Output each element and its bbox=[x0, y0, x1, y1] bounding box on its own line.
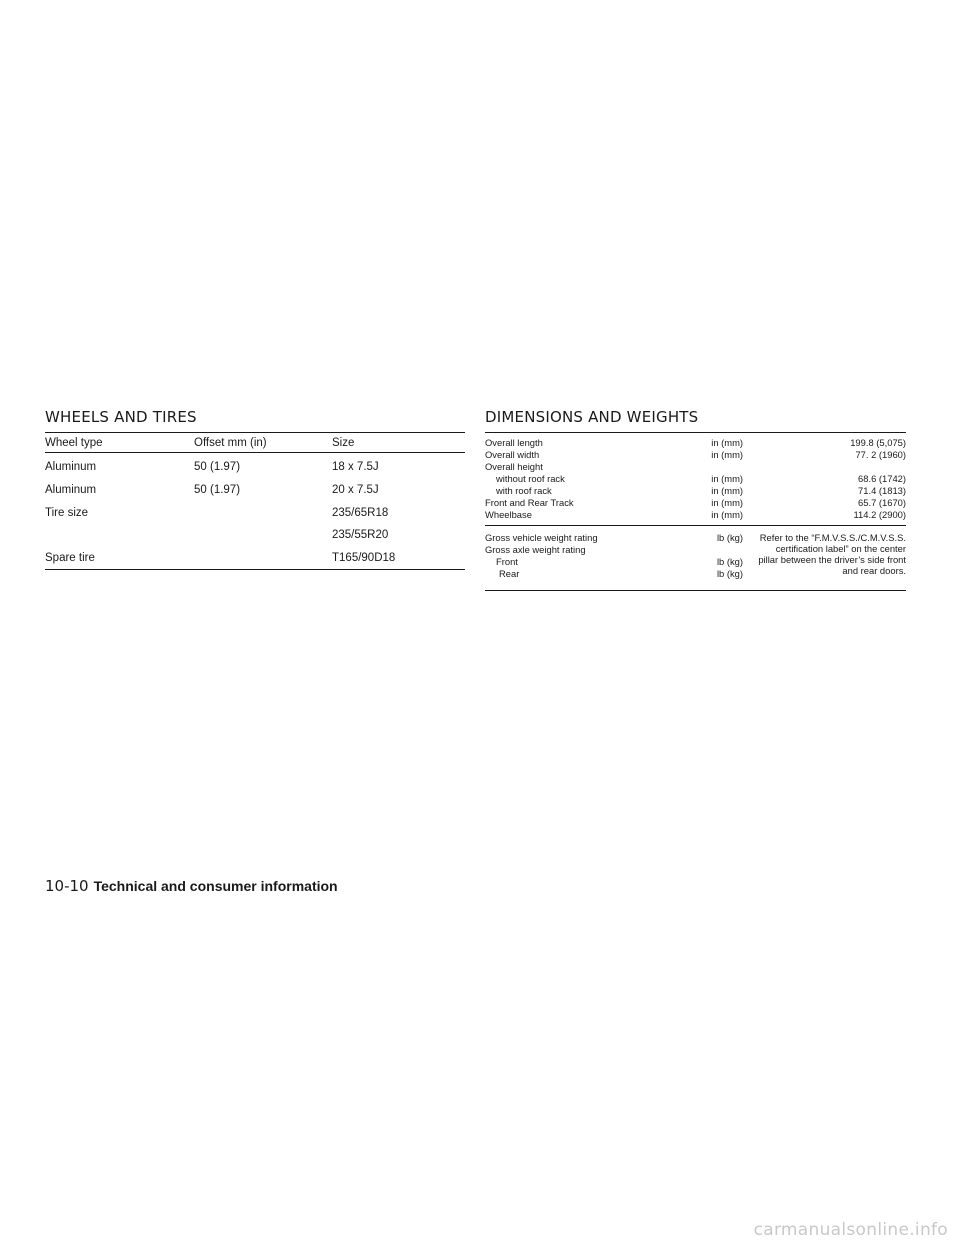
wheel-type-cell: Tire size bbox=[45, 507, 89, 519]
header-offset: Offset mm (in) bbox=[194, 437, 267, 449]
dimension-unit: in (mm) bbox=[711, 509, 743, 520]
size-cell: 235/65R18 bbox=[332, 507, 389, 519]
dimensions-weights-title: DIMENSIONS AND WEIGHTS bbox=[485, 408, 699, 426]
dimension-value: 114.2 (2900) bbox=[853, 509, 906, 520]
table-row bbox=[45, 460, 465, 474]
table-row bbox=[485, 509, 906, 520]
table-row bbox=[485, 449, 906, 460]
weight-rating-note: Refer to the “F.M.V.S.S./C.M.V.S.S. certification label” on the center pillar between the driver’s side front and rear doors. bbox=[758, 532, 906, 576]
dimension-value: 65.7 (1670) bbox=[858, 497, 906, 508]
size-cell: 235/55R20 bbox=[332, 529, 389, 541]
dimension-unit: in (mm) bbox=[711, 485, 743, 496]
chapter-title: Technical and consumer information bbox=[93, 878, 338, 894]
watermark: carmanualsonline.info bbox=[753, 1220, 948, 1240]
weight-label: Gross vehicle weight rating bbox=[485, 532, 598, 543]
dimension-value: 77. 2 (1960) bbox=[855, 449, 906, 460]
dimension-label: Overall height bbox=[485, 461, 543, 472]
size-cell: 20 x 7.5J bbox=[332, 484, 379, 496]
dimension-label: Wheelbase bbox=[485, 509, 532, 520]
dimension-value: 71.4 (1813) bbox=[858, 485, 906, 496]
weight-unit: lb (kg) bbox=[716, 556, 743, 567]
table-row bbox=[485, 461, 906, 472]
offset-cell: 50 (1.97) bbox=[194, 484, 241, 496]
dimensions-bottom-rule bbox=[485, 590, 906, 591]
table-row bbox=[485, 497, 906, 508]
weight-label: Rear bbox=[499, 568, 520, 579]
table-row bbox=[45, 506, 465, 520]
offset-cell: 50 (1.97) bbox=[194, 461, 241, 473]
wheels-header-row bbox=[45, 436, 465, 450]
table-row bbox=[45, 483, 465, 497]
dimension-unit: in (mm) bbox=[711, 449, 743, 460]
wheels-top-rule bbox=[45, 432, 465, 433]
dimension-label: with roof rack bbox=[496, 485, 552, 496]
wheel-type-cell: Aluminum bbox=[45, 461, 97, 473]
size-cell: T165/90D18 bbox=[332, 552, 396, 564]
dimension-label: Overall length bbox=[485, 437, 543, 448]
wheel-type-cell: Spare tire bbox=[45, 552, 95, 564]
dimension-label: Overall width bbox=[485, 449, 540, 460]
table-row bbox=[485, 485, 906, 496]
dimensions-mid-rule bbox=[485, 525, 906, 526]
dimension-unit: in (mm) bbox=[711, 497, 743, 508]
dimension-label: Front and Rear Track bbox=[485, 497, 574, 508]
dimension-unit: in (mm) bbox=[711, 473, 743, 484]
weight-label: Gross axle weight rating bbox=[485, 544, 586, 555]
wheels-header-rule bbox=[45, 452, 465, 453]
weight-unit: lb (kg) bbox=[716, 532, 743, 543]
wheel-type-cell: Aluminum bbox=[45, 484, 97, 496]
dimension-value: 199.8 (5,075) bbox=[850, 437, 906, 448]
table-row bbox=[485, 437, 906, 448]
dimension-value: 68.6 (1742) bbox=[858, 473, 906, 484]
wheels-tires-title: WHEELS AND TIRES bbox=[45, 408, 197, 426]
page-number: 10-10 bbox=[45, 877, 89, 895]
dimension-label: without roof rack bbox=[496, 473, 565, 484]
page-footer bbox=[45, 877, 338, 896]
table-row bbox=[45, 528, 465, 542]
dimension-unit: in (mm) bbox=[711, 437, 743, 448]
weight-unit: lb (kg) bbox=[716, 568, 743, 579]
weight-label: Front bbox=[496, 556, 518, 567]
header-size: Size bbox=[332, 437, 355, 449]
header-wheel-type: Wheel type bbox=[45, 437, 103, 449]
size-cell: 18 x 7.5J bbox=[332, 461, 379, 473]
table-row bbox=[485, 473, 906, 484]
table-row bbox=[45, 551, 465, 565]
dimensions-top-rule bbox=[485, 432, 906, 433]
wheels-bottom-rule bbox=[45, 569, 465, 570]
